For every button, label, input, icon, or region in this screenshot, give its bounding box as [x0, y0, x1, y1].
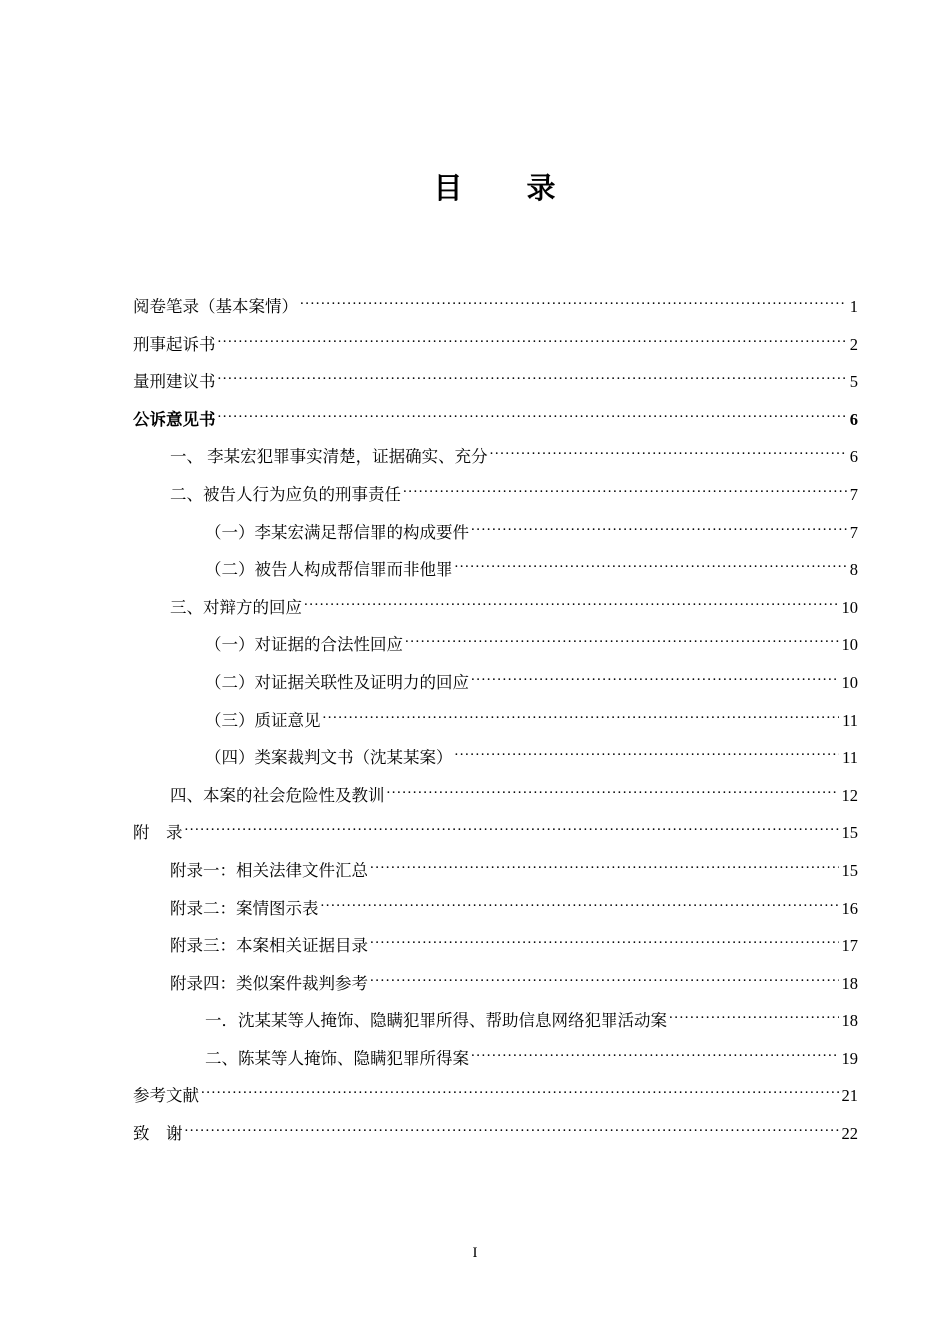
toc-entry[interactable] [133, 664, 858, 702]
toc-entry-label: （四）类案裁判文书（沈某某案） [205, 748, 453, 768]
toc-entry-label: 附 录 [133, 823, 183, 843]
toc-entry[interactable] [133, 965, 858, 1003]
toc-entry-page: 1 [849, 297, 858, 316]
toc-entry-page: 10 [841, 597, 858, 617]
toc-entry[interactable] [133, 589, 858, 627]
toc-entry-page: 6 [849, 409, 858, 429]
toc-entry-label: 致 谢 [133, 1124, 183, 1144]
toc-entry-label: 一．沈某某等人掩饰、隐瞒犯罪所得、帮助信息网络犯罪活动案 [205, 1011, 667, 1031]
toc-entry-page: 7 [849, 484, 858, 504]
toc-entry-label: （一）对证据的合法性回应 [205, 635, 403, 655]
toc-entry-label: 三、对辩方的回应 [170, 597, 302, 617]
dot-leader [405, 626, 839, 664]
toc-entry-label: 阅卷笔录（基本案情） [133, 297, 298, 316]
dot-leader [185, 814, 839, 852]
toc-entry-label: 参考文献 [133, 1086, 199, 1106]
toc-entry-page: 12 [841, 785, 858, 805]
dot-leader [300, 288, 847, 326]
toc-entry-page: 15 [841, 860, 858, 880]
toc-entry-page: 6 [849, 447, 858, 467]
toc-entry[interactable] [133, 401, 858, 439]
toc-entry-page: 21 [841, 1086, 858, 1106]
toc-entry[interactable] [133, 852, 858, 890]
toc-entry-label: 公诉意见书 [133, 409, 216, 429]
dot-leader [669, 1002, 839, 1040]
toc-entry[interactable] [133, 326, 858, 364]
toc-entry-label: （二）对证据关联性及证明力的回应 [205, 672, 469, 692]
toc-entry[interactable] [133, 551, 858, 589]
toc-entry[interactable] [133, 1002, 858, 1040]
toc-entry-label: 刑事起诉书 [133, 334, 216, 354]
dot-leader [321, 890, 839, 928]
toc-entry[interactable] [133, 739, 858, 777]
dot-leader [370, 852, 839, 890]
toc-entry-label: （三）质证意见 [205, 710, 321, 730]
toc-entry-label: 一、 李某宏犯罪事实清楚，证据确实、充分 [170, 447, 488, 467]
toc-entry-page: 10 [841, 635, 858, 655]
toc-entry-page: 5 [849, 372, 858, 392]
toc-list [133, 288, 858, 1153]
toc-content [133, 172, 858, 1153]
toc-entry-page: 22 [841, 1124, 858, 1144]
toc-entry-page: 17 [841, 936, 858, 956]
toc-entry[interactable] [133, 626, 858, 664]
dot-leader [323, 702, 840, 740]
toc-entry-label: 附录一：相关法律文件汇总 [170, 860, 368, 880]
toc-entry[interactable] [133, 1115, 858, 1153]
dot-leader [387, 777, 839, 815]
toc-entry[interactable] [133, 927, 858, 965]
toc-entry-page: 8 [849, 560, 858, 580]
toc-entry[interactable] [133, 476, 858, 514]
toc-entry-page: 11 [842, 710, 858, 730]
toc-entry[interactable] [133, 363, 858, 401]
dot-leader [370, 927, 839, 965]
toc-entry[interactable] [133, 1077, 858, 1115]
footer-page-number: I [472, 1245, 478, 1261]
toc-entry-label: 四、本案的社会危险性及教训 [170, 785, 385, 805]
toc-entry-label: （二）被告人构成帮信罪而非他罪 [205, 560, 453, 580]
dot-leader [185, 1115, 839, 1153]
toc-entry[interactable] [133, 814, 858, 852]
toc-entry-label: 量刑建议书 [133, 372, 216, 392]
toc-entry-page: 19 [841, 1048, 858, 1068]
toc-entry-page: 16 [841, 898, 858, 918]
dot-leader [403, 476, 847, 514]
dot-leader [490, 438, 847, 476]
dot-leader [201, 1077, 839, 1115]
toc-entry[interactable] [133, 702, 858, 740]
toc-entry-page: 15 [841, 823, 858, 843]
toc-entry[interactable] [133, 514, 858, 552]
toc-entry[interactable] [133, 777, 858, 815]
toc-entry-label: 附录三：本案相关证据目录 [170, 936, 368, 956]
page-title: 目 录 [433, 173, 558, 205]
toc-entry[interactable] [133, 890, 858, 928]
dot-leader [455, 551, 847, 589]
toc-entry-page: 18 [841, 1011, 858, 1031]
toc-entry-label: 二、被告人行为应负的刑事责任 [170, 484, 401, 504]
dot-leader [218, 326, 847, 364]
dot-leader [471, 514, 847, 552]
dot-leader [471, 664, 839, 702]
toc-entry-page: 10 [841, 672, 858, 692]
toc-entry-page: 2 [849, 334, 858, 354]
dot-leader [218, 401, 847, 439]
toc-entry[interactable] [133, 1040, 858, 1078]
dot-leader [218, 363, 847, 401]
dot-leader [370, 965, 839, 1003]
toc-entry-label: 二、陈某等人掩饰、隐瞒犯罪所得案 [205, 1048, 469, 1068]
toc-entry-page: 11 [842, 748, 858, 768]
dot-leader [304, 589, 839, 627]
toc-entry-label: （一）李某宏满足帮信罪的构成要件 [205, 522, 469, 542]
toc-entry-page: 7 [849, 522, 858, 542]
toc-entry-label: 附录二：案情图示表 [170, 898, 319, 918]
toc-entry[interactable] [133, 438, 858, 476]
dot-leader [471, 1040, 839, 1078]
toc-entry-page: 18 [841, 973, 858, 993]
toc-entry[interactable] [133, 288, 858, 326]
dot-leader [455, 739, 840, 777]
toc-entry-label: 附录四：类似案件裁判参考 [170, 973, 368, 993]
